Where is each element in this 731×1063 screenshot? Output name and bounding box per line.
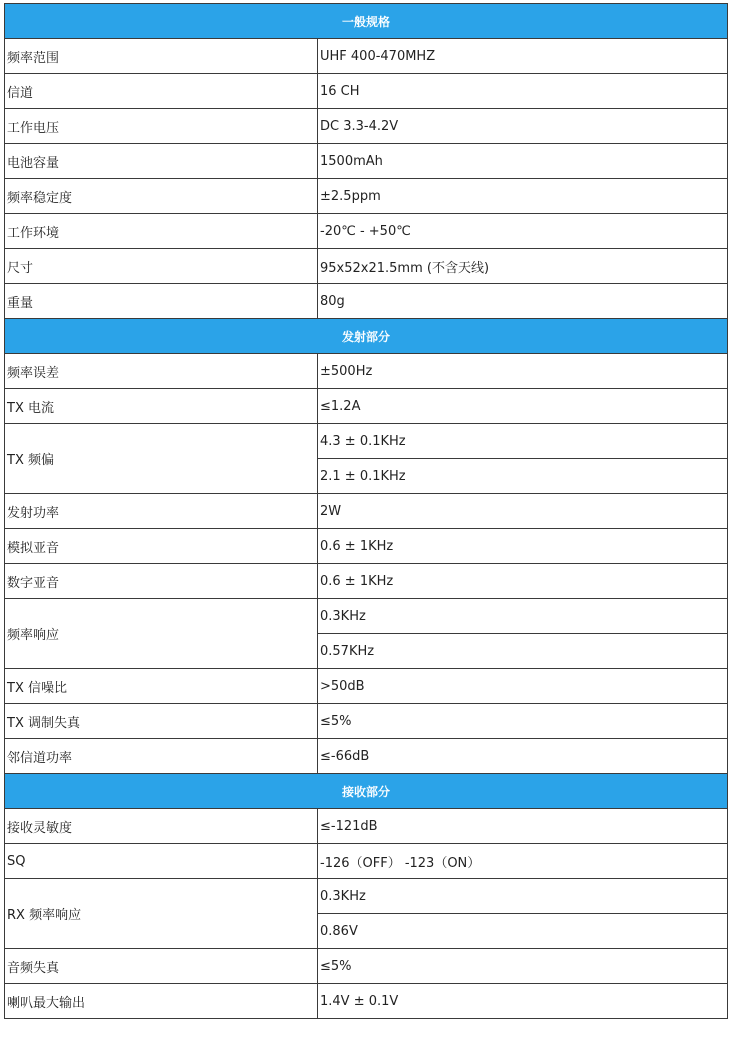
table-row [5, 844, 728, 879]
table-row [5, 564, 728, 599]
spec-value: -20℃ - +50℃ [318, 214, 728, 249]
section-header-row [5, 4, 728, 39]
table-row [5, 424, 728, 459]
spec-value: 80g [318, 284, 728, 319]
spec-table [4, 3, 728, 1019]
spec-value: 1500mAh [318, 144, 728, 179]
spec-value: ±2.5ppm [318, 179, 728, 214]
spec-value: UHF 400-470MHZ [318, 39, 728, 74]
spec-value: 0.6 ± 1KHz [318, 564, 728, 599]
spec-label: 电池容量 [5, 144, 318, 179]
spec-value: ≤1.2A [318, 389, 728, 424]
section-header-row [5, 319, 728, 354]
spec-value: ≤5% [318, 704, 728, 739]
spec-label: 尺寸 [5, 249, 318, 284]
table-row [5, 669, 728, 704]
spec-label: RX 频率响应 [5, 879, 318, 949]
table-row [5, 354, 728, 389]
spec-label: 接收灵敏度 [5, 809, 318, 844]
spec-label: 邻信道功率 [5, 739, 318, 774]
section-title: 发射部分 [5, 319, 728, 354]
spec-label: 发射功率 [5, 494, 318, 529]
spec-label: 重量 [5, 284, 318, 319]
table-row [5, 109, 728, 144]
spec-label: TX 调制失真 [5, 704, 318, 739]
table-row [5, 704, 728, 739]
spec-value: 0.57KHz [318, 634, 728, 669]
table-row [5, 739, 728, 774]
spec-label: 工作电压 [5, 109, 318, 144]
spec-label: TX 信噪比 [5, 669, 318, 704]
table-row [5, 984, 728, 1019]
spec-label: TX 电流 [5, 389, 318, 424]
spec-value: DC 3.3-4.2V [318, 109, 728, 144]
spec-value: 2W [318, 494, 728, 529]
spec-label: 信道 [5, 74, 318, 109]
spec-label: 频率误差 [5, 354, 318, 389]
spec-label: TX 频偏 [5, 424, 318, 494]
spec-value: 2.1 ± 0.1KHz [318, 459, 728, 494]
table-row [5, 74, 728, 109]
spec-value: 0.3KHz [318, 599, 728, 634]
table-row [5, 39, 728, 74]
section-title: 一般规格 [5, 4, 728, 39]
section-title: 接收部分 [5, 774, 728, 809]
spec-label: 频率范围 [5, 39, 318, 74]
table-row [5, 494, 728, 529]
spec-table-body [5, 4, 728, 1019]
spec-value: 1.4V ± 0.1V [318, 984, 728, 1019]
table-row [5, 389, 728, 424]
table-row [5, 949, 728, 984]
spec-value: 95x52x21.5mm (不含天线) [318, 249, 728, 284]
spec-value: ≤-121dB [318, 809, 728, 844]
spec-value: >50dB [318, 669, 728, 704]
spec-label: 音频失真 [5, 949, 318, 984]
spec-value: 0.86V [318, 914, 728, 949]
table-row [5, 179, 728, 214]
spec-value: ±500Hz [318, 354, 728, 389]
table-row [5, 249, 728, 284]
table-row [5, 144, 728, 179]
table-row [5, 599, 728, 634]
spec-label: 工作环境 [5, 214, 318, 249]
spec-value: 0.6 ± 1KHz [318, 529, 728, 564]
spec-value: ≤-66dB [318, 739, 728, 774]
spec-label: SQ [5, 844, 318, 879]
table-row [5, 879, 728, 914]
table-row [5, 809, 728, 844]
spec-label: 喇叭最大输出 [5, 984, 318, 1019]
spec-label: 频率稳定度 [5, 179, 318, 214]
section-header-row [5, 774, 728, 809]
spec-value: 0.3KHz [318, 879, 728, 914]
spec-label: 模拟亚音 [5, 529, 318, 564]
spec-value: ≤5% [318, 949, 728, 984]
spec-label: 数字亚音 [5, 564, 318, 599]
table-row [5, 284, 728, 319]
spec-value: -126（OFF） -123（ON） [318, 844, 728, 879]
spec-label: 频率响应 [5, 599, 318, 669]
spec-value: 4.3 ± 0.1KHz [318, 424, 728, 459]
table-row [5, 214, 728, 249]
spec-value: 16 CH [318, 74, 728, 109]
table-row [5, 529, 728, 564]
